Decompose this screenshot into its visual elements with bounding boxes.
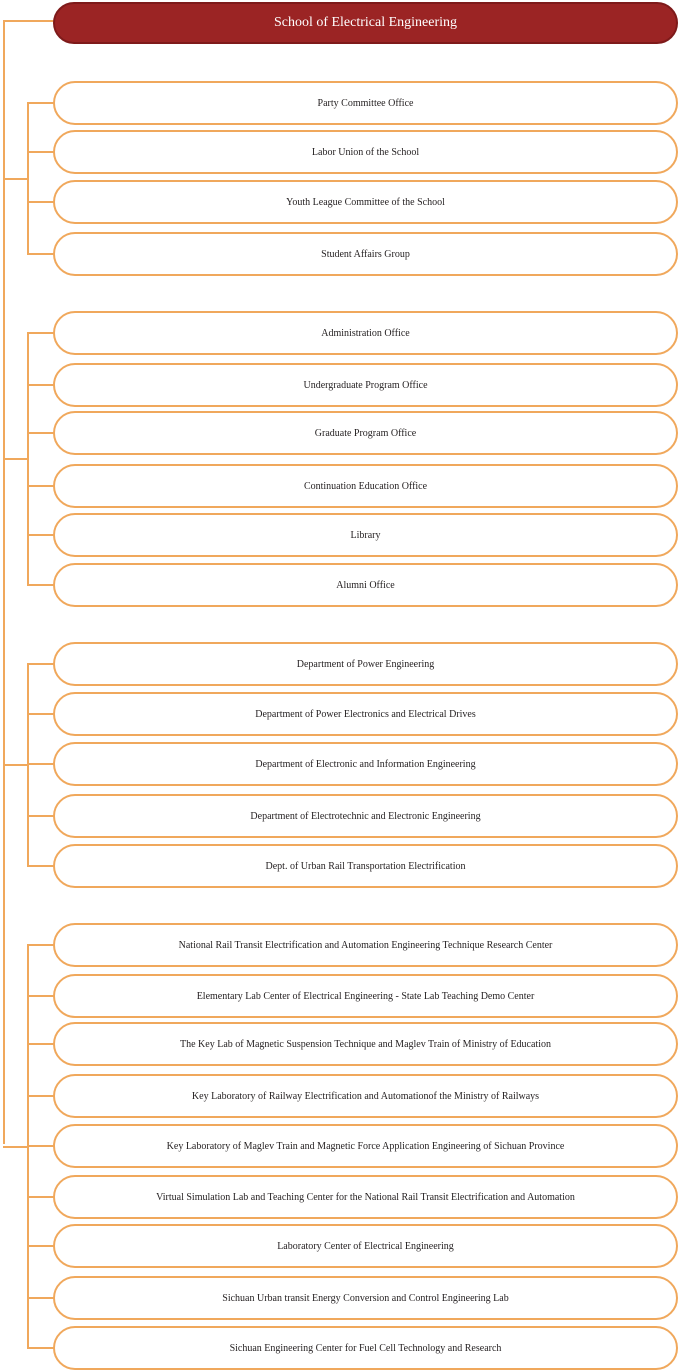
item-connector-line	[27, 663, 54, 665]
departments-node: Department of Power Engineering	[53, 642, 678, 686]
administrative-offices-node: Alumni Office	[53, 563, 678, 607]
item-connector-line	[27, 815, 54, 817]
item-connector-line	[27, 995, 54, 997]
research-labs-and-centers-node: Key Laboratory of Maglev Train and Magnetic Force Application Engineering of Sichuan Province	[53, 1124, 678, 1168]
root-node: School of Electrical Engineering	[53, 2, 678, 44]
group-connector-line	[3, 1146, 29, 1148]
item-connector-line	[27, 384, 54, 386]
research-labs-and-centers-node: Virtual Simulation Lab and Teaching Center for the National Rail Transit Electrification and Automation	[53, 1175, 678, 1219]
party-and-student-affairs-node: Youth League Committee of the School	[53, 180, 678, 224]
item-connector-line	[27, 944, 54, 946]
item-connector-line	[27, 102, 54, 104]
administrative-offices-node: Library	[53, 513, 678, 557]
item-connector-line	[27, 584, 54, 586]
administrative-offices-node: Undergraduate Program Office	[53, 363, 678, 407]
item-connector-line	[27, 1043, 54, 1045]
group-connector-line	[3, 178, 29, 180]
departments-node: Department of Power Electronics and Electrical Drives	[53, 692, 678, 736]
group-connector-line	[3, 764, 29, 766]
item-connector-line	[27, 485, 54, 487]
item-connector-line	[27, 1145, 54, 1147]
item-connector-line	[27, 713, 54, 715]
departments-node: Dept. of Urban Rail Transportation Electrification	[53, 844, 678, 888]
item-connector-line	[27, 332, 54, 334]
item-connector-line	[27, 432, 54, 434]
main-trunk-line	[3, 20, 5, 1144]
party-and-student-affairs-node: Labor Union of the School	[53, 130, 678, 174]
administrative-offices-node: Continuation Education Office	[53, 464, 678, 508]
item-connector-line	[27, 763, 54, 765]
group-connector-line	[3, 458, 29, 460]
administrative-offices-node: Graduate Program Office	[53, 411, 678, 455]
research-labs-and-centers-node: National Rail Transit Electrification and Automation Engineering Technique Research Center	[53, 923, 678, 967]
party-and-student-affairs-node: Party Committee Office	[53, 81, 678, 125]
research-labs-and-centers-node: Elementary Lab Center of Electrical Engineering - State Lab Teaching Demo Center	[53, 974, 678, 1018]
research-labs-and-centers-node: Sichuan Urban transit Energy Conversion and Control Engineering Lab	[53, 1276, 678, 1320]
root-connector-line	[3, 20, 55, 22]
item-connector-line	[27, 253, 54, 255]
item-connector-line	[27, 201, 54, 203]
departments-node: Department of Electronic and Information Engineering	[53, 742, 678, 786]
item-connector-line	[27, 1196, 54, 1198]
research-labs-and-centers-node: Key Laboratory of Railway Electrification and Automationof the Ministry of Railways	[53, 1074, 678, 1118]
administrative-offices-node: Administration Office	[53, 311, 678, 355]
item-connector-line	[27, 1245, 54, 1247]
item-connector-line	[27, 865, 54, 867]
item-connector-line	[27, 1297, 54, 1299]
party-and-student-affairs-node: Student Affairs Group	[53, 232, 678, 276]
item-connector-line	[27, 534, 54, 536]
research-labs-and-centers-node: Laboratory Center of Electrical Engineering	[53, 1224, 678, 1268]
research-labs-and-centers-node: Sichuan Engineering Center for Fuel Cell Technology and Research	[53, 1326, 678, 1370]
departments-node: Department of Electrotechnic and Electronic Engineering	[53, 794, 678, 838]
item-connector-line	[27, 151, 54, 153]
item-connector-line	[27, 1095, 54, 1097]
item-connector-line	[27, 1347, 54, 1349]
research-labs-and-centers-node: The Key Lab of Magnetic Suspension Technique and Maglev Train of Ministry of Education	[53, 1022, 678, 1066]
